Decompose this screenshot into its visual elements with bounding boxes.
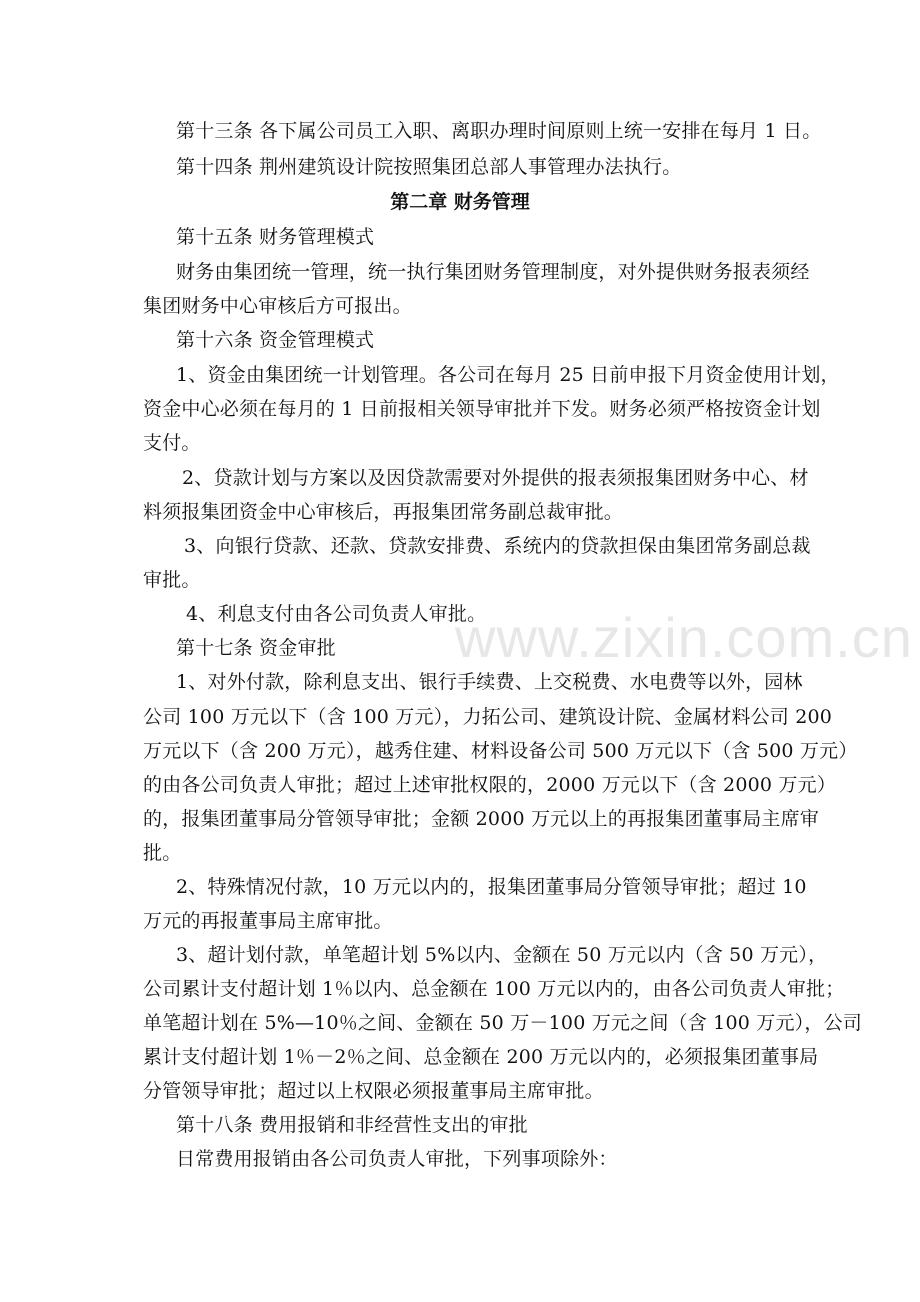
paragraph-line: 的由各公司负责人审批；超过上述审批权限的，2000 万元以下（含 2000 万元） [143, 774, 837, 796]
chapter-heading: 第二章 财务管理 [390, 191, 530, 213]
paragraph-line: 单笔超计划在 5%—10％之间、金额在 50 万－100 万元之间（含 100 万元），公司 [143, 1012, 862, 1034]
paragraph-line: 3、超计划付款，单笔超计划 5%以内、金额在 50 万元以内（含 50 万元）， [176, 944, 828, 966]
article-16-title: 第十六条 资金管理模式 [176, 329, 375, 351]
paragraph-line: 2、特殊情况付款，10 万元以内的，报集团董事局分管领导审批；超过 10 [176, 876, 807, 898]
paragraph-line: 料须报集团资金中心审核后，再报集团常务副总裁审批。 [143, 501, 624, 523]
paragraph-line: 资金中心必须在每月的 1 日前报相关领导审批并下发。财务必须严格按资金计划 [143, 398, 821, 420]
article-18-title: 第十八条 费用报销和非经营性支出的审批 [176, 1114, 528, 1136]
paragraph-line: 3、向银行贷款、还款、贷款安排费、系统内的贷款担保由集团常务副总裁 [184, 535, 811, 557]
paragraph-line: 2、贷款计划与方案以及因贷款需要对外提供的报表须报集团财务中心、材 [182, 467, 809, 489]
article-17-title: 第十七条 资金审批 [176, 637, 336, 659]
paragraph-line: 公司 100 万元以下（含 100 万元），力拓公司、建筑设计院、金属材料公司 200 [143, 706, 833, 728]
paragraph-line: 审批。 [143, 569, 201, 591]
paragraph-line: 4、利息支付由各公司负责人审批。 [186, 603, 487, 625]
paragraph-line: 累计支付超计划 1％－2％之间、总金额在 200 万元以内的，必须报集团董事局 [143, 1046, 819, 1068]
article-14: 第十四条 荆州建筑设计院按照集团总部人事管理办法执行。 [176, 156, 682, 178]
paragraph-line: 的，报集团董事局分管领导审批；金额 2000 万元以上的再报集团董事局主席审 [143, 808, 820, 830]
paragraph-line: 分管领导审批；超过以上权限必须报董事局主席审批。 [143, 1080, 604, 1102]
paragraph-line: 批。 [143, 842, 182, 864]
article-13: 第十三条 各下属公司员工入职、离职办理时间原则上统一安排在每月 1 日。 [176, 120, 822, 142]
paragraph-line: 日常费用报销由各公司负责人审批，下列事项除外： [176, 1148, 618, 1170]
paragraph-line: 财务由集团统一管理，统一执行集团财务管理制度，对外提供财务报表须经 [176, 261, 810, 283]
paragraph-line: 万元以下（含 200 万元），越秀住建、材料设备公司 500 万元以下（含 500 万元） [143, 740, 858, 762]
paragraph-line: 集团财务中心审核后方可报出。 [143, 295, 412, 317]
paragraph-line: 万元的再报董事局主席审批。 [143, 910, 393, 932]
article-15-title: 第十五条 财务管理模式 [176, 226, 375, 248]
paragraph-line: 支付。 [143, 432, 201, 454]
paragraph-line: 公司累计支付超计划 1％以内、总金额在 100 万元以内的，由各公司负责人审批； [143, 978, 845, 1000]
paragraph-line: 1、对外付款，除利息支出、银行手续费、上交税费、水电费等以外，园林 [176, 671, 803, 693]
paragraph-line: 1、资金由集团统一计划管理。各公司在每月 25 日前申报下月资金使用计划， [176, 364, 840, 386]
watermark-text: www.zixin.com.cn [455, 606, 913, 669]
